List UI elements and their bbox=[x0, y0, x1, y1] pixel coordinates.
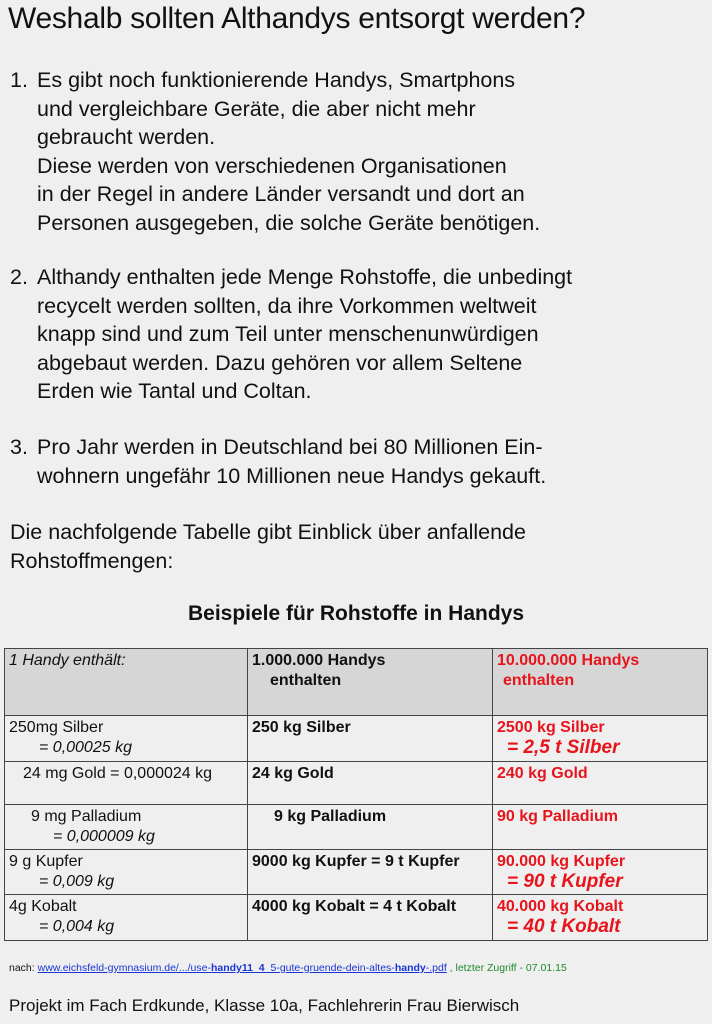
cell-10m bbox=[493, 716, 708, 762]
cell-text: = 0,000009 kg bbox=[53, 828, 155, 845]
cell-1m: 250 kg Silber bbox=[248, 716, 493, 762]
point-line: in der Regel in andere Länder versandt und dort an bbox=[37, 182, 525, 206]
cell-text: 40.000 kg Kobalt bbox=[497, 898, 624, 915]
cell-text: = 40 t Kobalt bbox=[507, 916, 621, 937]
footer-text: Projekt im Fach Erdkunde, Klasse 10a, Fachlehrerin Frau Bierwisch bbox=[9, 996, 520, 1015]
point-line: recycelt werden sollten, da ihre Vorkommen weltweit bbox=[37, 293, 537, 318]
cell-text: 9 mg Palladium bbox=[31, 808, 142, 825]
cell-text: = 2,5 t Silber bbox=[507, 737, 620, 758]
point-number: 2. bbox=[10, 265, 28, 289]
cell-text: 90.000 kg Kupfer bbox=[497, 853, 626, 870]
cell-text: = 90 t Kupfer bbox=[507, 871, 623, 892]
header-text: enthalten bbox=[270, 672, 342, 689]
source-prefix: nach: bbox=[9, 962, 38, 974]
point-line: abgebaut werden. Dazu gehören vor allem Seltene bbox=[37, 350, 523, 375]
point-line: Althandy enthalten jede Menge Rohstoffe, die unbedingt bbox=[37, 265, 573, 289]
point-1 bbox=[10, 66, 540, 237]
point-line: Pro Jahr werden in Deutschland bei 80 Millionen Ein- bbox=[37, 435, 543, 459]
cell-10m: 240 kg Gold bbox=[493, 762, 708, 805]
header-text: 1.000.000 Handys bbox=[252, 652, 386, 669]
header-cell-10m bbox=[493, 649, 708, 716]
cell-text: 250mg Silber bbox=[9, 719, 104, 736]
cell-text: 9 g Kupfer bbox=[9, 853, 83, 870]
header-cell-1m bbox=[248, 649, 493, 716]
source-link[interactable]: www.eichsfeld-gymnasium.de/.../use-handy11_4_5-gute-gruende-dein-altes-handy-.pdf bbox=[37, 962, 447, 974]
source-note bbox=[9, 962, 567, 974]
table-title: Beispiele für Rohstoffe in Handys bbox=[187, 602, 525, 625]
cell-per-handy bbox=[5, 762, 248, 805]
point-3 bbox=[10, 433, 546, 490]
cell-text: = 0,009 kg bbox=[39, 873, 115, 890]
point-line: wohnern ungefähr 10 Millionen neue Handys gekauft. bbox=[37, 463, 547, 488]
cell-1m bbox=[248, 805, 493, 850]
point-line: Personen ausgegeben, die solche Geräte benötigen. bbox=[37, 210, 541, 235]
point-line: und vergleichbare Geräte, die aber nicht mehr bbox=[37, 96, 476, 121]
table-row-cobalt bbox=[5, 895, 708, 941]
point-number: 1. bbox=[10, 68, 28, 92]
access-date: , letzter Zugriff - 07.01.15 bbox=[446, 962, 567, 974]
cell-per-handy bbox=[5, 850, 248, 895]
cell-per-handy bbox=[5, 895, 248, 941]
cell-per-handy bbox=[5, 805, 248, 850]
table-row-silver bbox=[5, 716, 708, 762]
point-line: Diese werden von verschiedenen Organisationen bbox=[37, 153, 507, 178]
cell-text: 24 mg Gold = 0,000024 kg bbox=[23, 765, 213, 782]
resource-table bbox=[4, 648, 708, 941]
header-cell-per-handy: 1 Handy enthält: bbox=[5, 649, 248, 716]
header-text: 10.000.000 Handys bbox=[497, 652, 640, 669]
cell-text: 2500 kg Silber bbox=[497, 719, 605, 736]
cell-10m: 90 kg Palladium bbox=[493, 805, 708, 850]
point-number: 3. bbox=[10, 435, 28, 459]
cell-10m bbox=[493, 895, 708, 941]
point-line: knapp sind und zum Teil unter menschenunwürdigen bbox=[37, 322, 539, 346]
cell-1m: 9000 kg Kupfer = 9 t Kupfer bbox=[248, 850, 493, 895]
cell-text: = 0,00025 kg bbox=[39, 739, 132, 756]
cell-1m: 4000 kg Kobalt = 4 t Kobalt bbox=[248, 895, 493, 941]
cell-text: 4g Kobalt bbox=[9, 898, 77, 915]
cell-1m: 24 kg Gold bbox=[248, 762, 493, 805]
table-row-palladium bbox=[5, 805, 708, 850]
intro-text bbox=[10, 518, 526, 575]
point-line: gebraucht werden. bbox=[37, 125, 216, 149]
point-line: Es gibt noch funktionierende Handys, Smartphons bbox=[37, 68, 516, 92]
cell-text: = 0,004 kg bbox=[39, 918, 115, 935]
table-header-row bbox=[5, 649, 708, 716]
cell-per-handy bbox=[5, 716, 248, 762]
cell-10m bbox=[493, 850, 708, 895]
point-line: Erden wie Tantal und Coltan. bbox=[37, 379, 312, 403]
table-row-gold bbox=[5, 762, 708, 805]
table-row-copper bbox=[5, 850, 708, 895]
point-2 bbox=[10, 263, 572, 406]
intro-line: Die nachfolgende Tabelle gibt Einblick über anfallende bbox=[10, 520, 526, 544]
cell-text: 9 kg Palladium bbox=[274, 808, 387, 825]
page-title: Weshalb sollten Althandys entsorgt werden? bbox=[8, 2, 586, 35]
header-text: enthalten bbox=[503, 672, 575, 689]
intro-line: Rohstoffmengen: bbox=[10, 548, 174, 573]
